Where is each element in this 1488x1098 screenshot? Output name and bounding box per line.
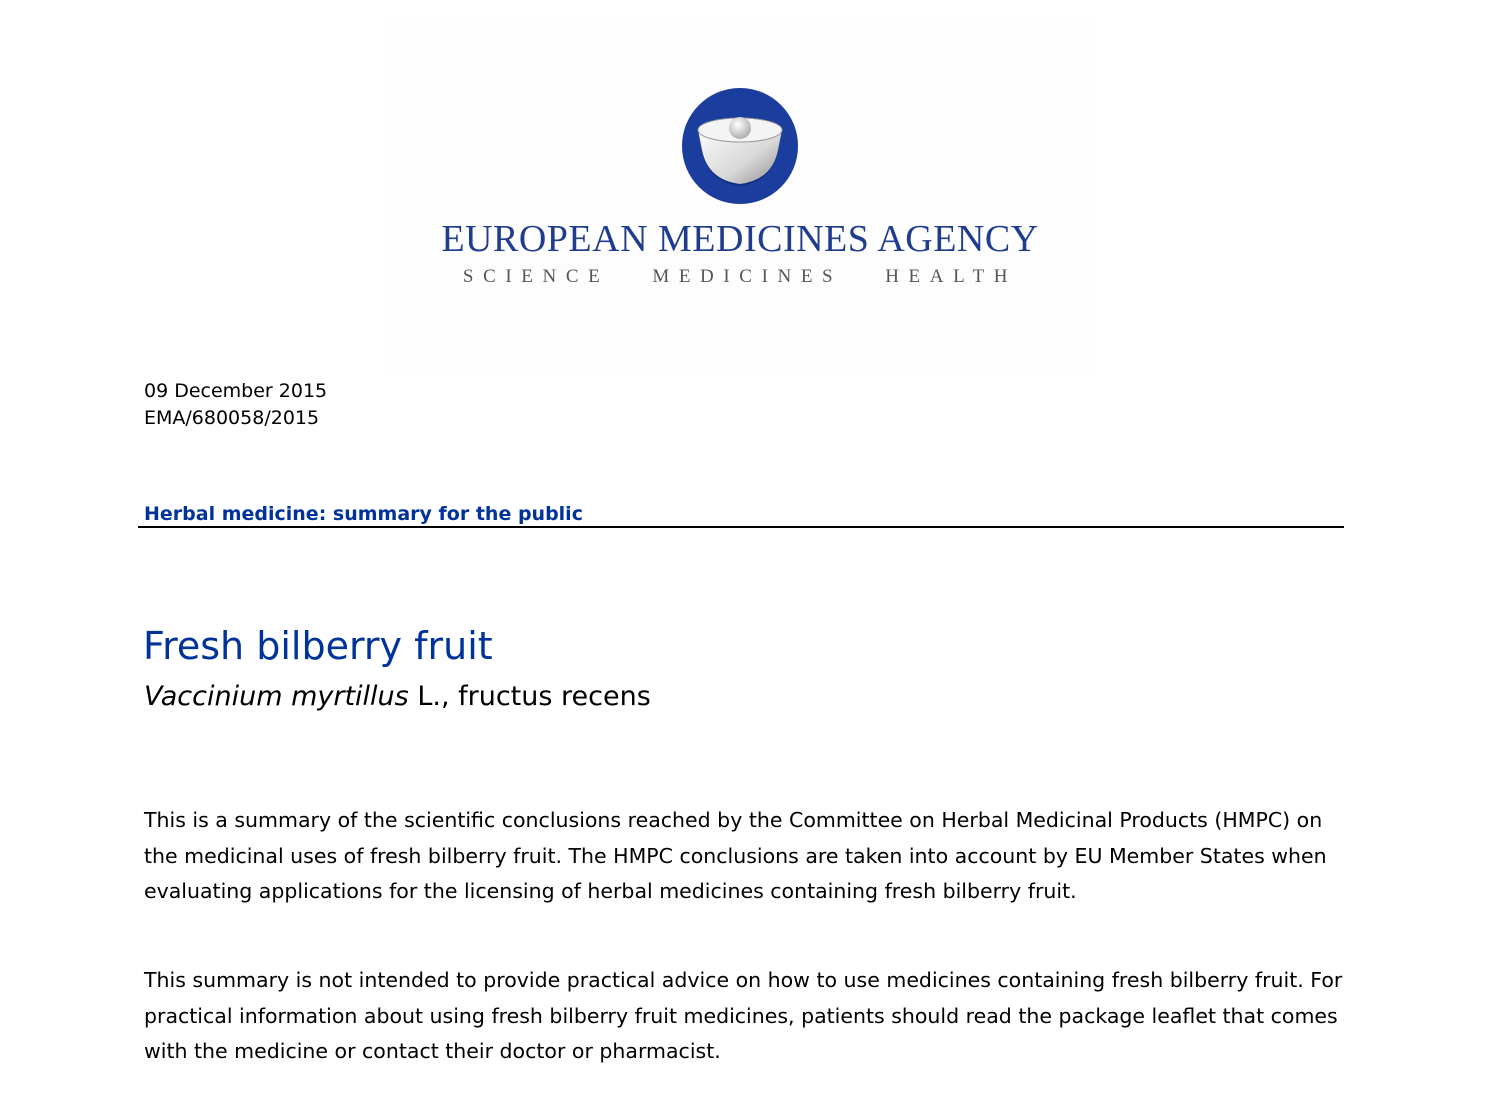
document-meta [144, 378, 327, 432]
ema-emblem-icon [680, 86, 800, 206]
document-date: 09 December 2015 [144, 380, 328, 402]
agency-tagline: SCIENCE MEDICINES HEALTH [462, 266, 1018, 287]
disclaimer-paragraph: This summary is not intended to provide practical advice on how to use medicines containing fresh bilberry fruit. For practical information about using fresh bilberry fruit medicines, patients should read the package leaflet that comes with the medicine or contact their doctor or pharmacist. [144, 968, 1343, 1063]
agency-logo [384, 22, 1096, 376]
intro-paragraph: This is a summary of the scientific conclusions reached by the Committee on Herbal Medicinal Products (HMPC) on the medicinal uses of fresh bilberry fruit. The HMPC conclusions are taken into account by EU Member States when evaluating applications for the licensing of herbal medicines containing fresh bilberry fruit. [144, 808, 1327, 903]
section-label: Herbal medicine: summary for the public [144, 503, 583, 525]
latin-species-name: Vaccinium myrtillus [144, 681, 409, 712]
page-title: Fresh bilberry fruit [143, 624, 493, 668]
agency-name: EUROPEAN MEDICINES AGENCY [441, 218, 1039, 260]
section-divider [138, 526, 1344, 528]
latin-name-suffix: L., fructus recens [408, 681, 651, 712]
latin-subtitle [144, 680, 651, 714]
document-reference: EMA/680058/2015 [144, 407, 320, 429]
